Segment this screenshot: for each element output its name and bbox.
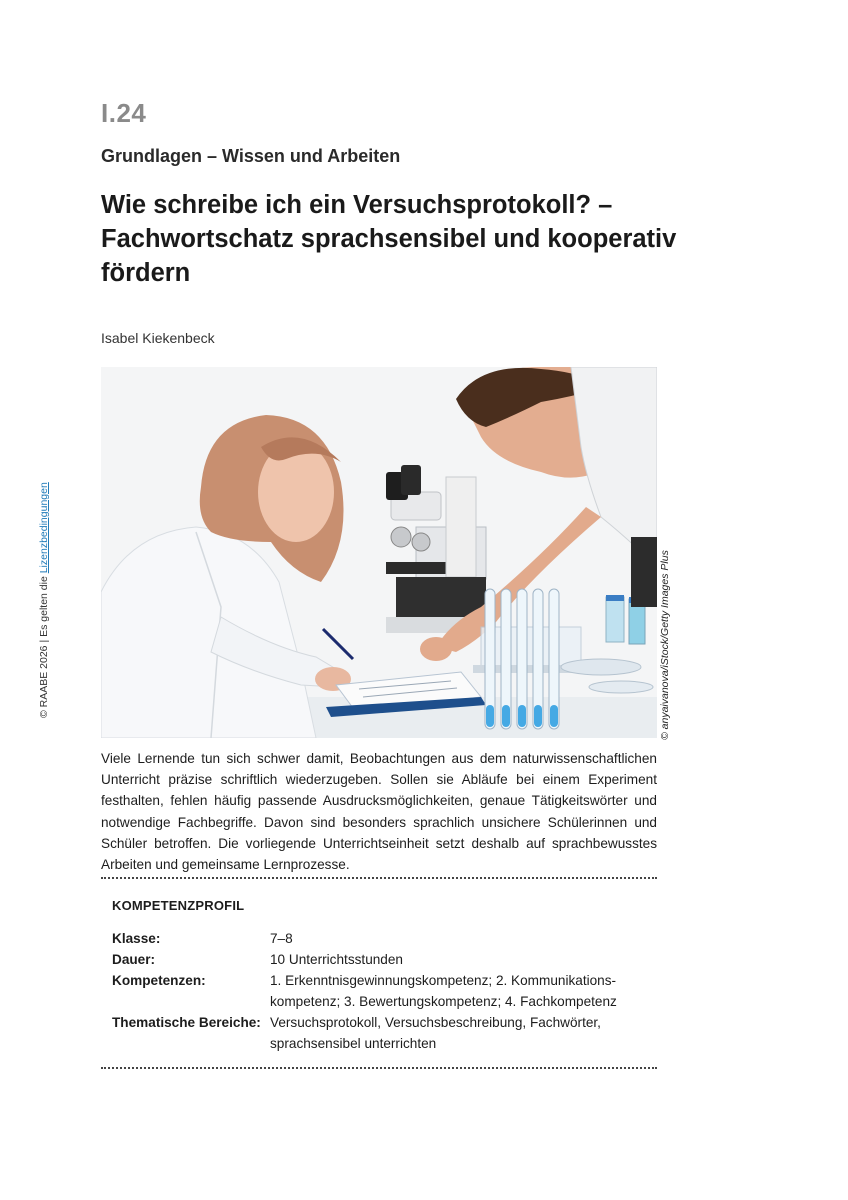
profile-value: Versuchsprotokoll, Versuchsbeschreibung, Fachwörter, sprachsensibel unterrichten	[270, 1015, 601, 1051]
competence-profile	[112, 928, 652, 1054]
title-line: Wie schreibe ich ein Versuchsprotokoll? –	[101, 191, 613, 219]
profile-row-competences	[112, 970, 652, 1012]
profile-label: Klasse:	[112, 931, 161, 946]
section-title: Grundlagen – Wissen und Arbeiten	[101, 146, 401, 166]
document-title	[101, 188, 701, 290]
profile-row-duration	[112, 949, 652, 970]
divider	[101, 1067, 657, 1069]
lab-photo	[101, 367, 657, 738]
author-name: Isabel Kiekenbeck	[101, 330, 215, 346]
profile-value: 10 Unterrichtsstunden	[270, 952, 403, 967]
profile-label: Thematische Bereiche:	[112, 1015, 261, 1030]
profile-value: 7–8	[270, 931, 293, 946]
profile-row-topics	[112, 1012, 652, 1054]
title-line: fördern	[101, 259, 191, 287]
photo-credit: © anyaivanova/iStock/Getty Images Plus	[659, 550, 671, 740]
intro-paragraph: Viele Lernende tun sich schwer damit, Beobachtungen aus dem naturwissenschaftlichen Unterricht präzise schriftlich wiederzugeben. Sollen sie Abläufe bei einem Experiment festhalten, fehlen häufig passende Ausdrucksmöglichkeiten, genaue Tätigkeitswörter und notwendige Fachbegriffe. Davon sind besonders sprachlich unsichere Schülerinnen und Schüler betroffen. Die vorliegende Unterrichtseinheit setzt deshalb auf sprachbewusstes Arbeiten und gemeinsame Lernprozesse.	[101, 751, 657, 873]
page-number: I.24	[101, 98, 147, 128]
license-link[interactable]: Lizenzbedingungen	[38, 482, 50, 574]
license-notice	[38, 478, 54, 718]
license-prefix: © RAABE 2026 | Es gelten die	[38, 573, 50, 718]
profile-row-class	[112, 928, 652, 949]
divider	[101, 877, 657, 879]
profile-label: Kompetenzen:	[112, 973, 206, 988]
profile-heading: KOMPETENZPROFIL	[112, 898, 245, 913]
profile-value: 1. Erkenntnisgewinnungskompetenz; 2. Kommunikations-kompetenz; 3. Bewertungskompetenz; 4. Fachkompetenz	[270, 973, 617, 1009]
title-line: Fachwortschatz sprachsensibel und kooperativ	[101, 225, 677, 253]
profile-label: Dauer:	[112, 952, 156, 967]
